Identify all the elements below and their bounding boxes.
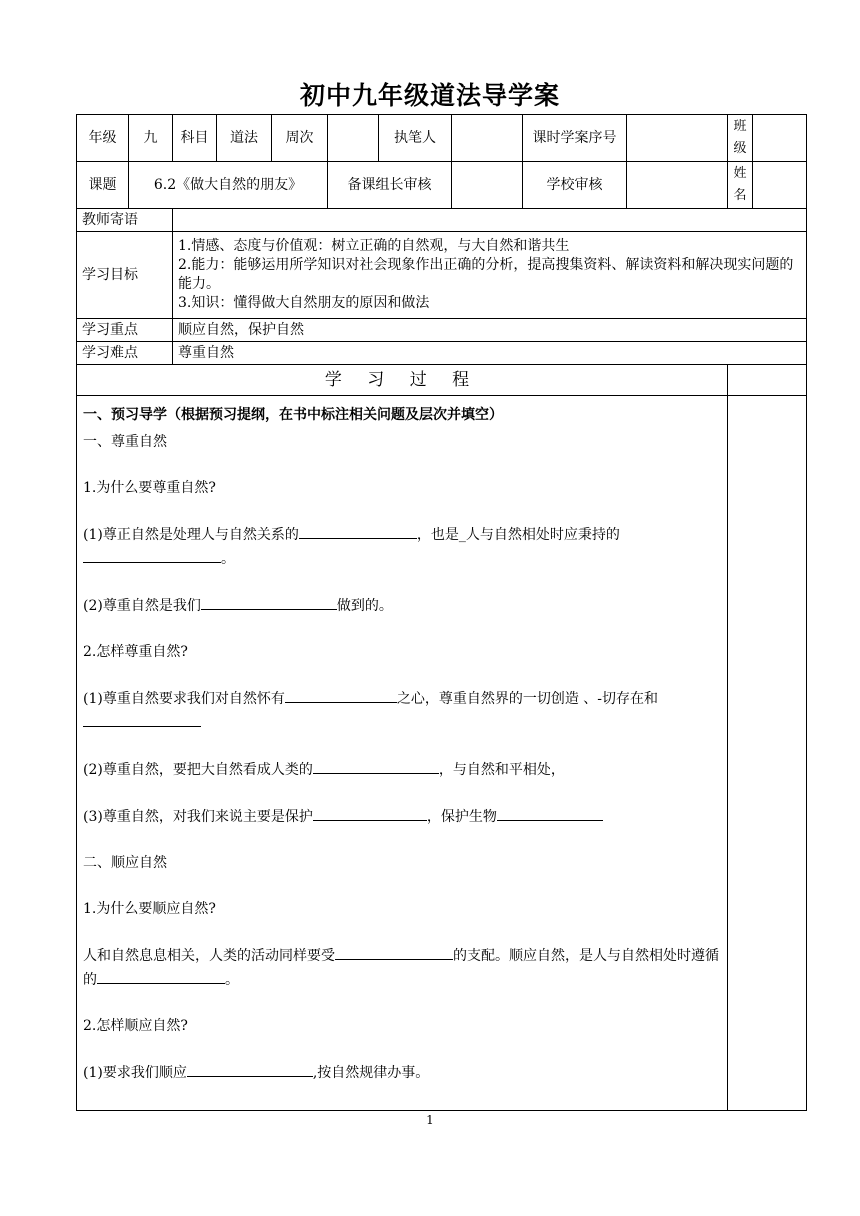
goal-item: 2.能力：能够运用所学知识对社会现象作出正确的分析，提高搜集资料、解读资料和解决现实问题的能力。: [178, 257, 794, 292]
answer-blank[interactable]: [535, 1108, 597, 1110]
key-point-label: 学习重点: [77, 319, 173, 342]
key-point-row: [77, 319, 807, 342]
author-value[interactable]: [452, 115, 523, 162]
fill-item: (1)要求我们顺应 ,按自然规律办事。: [83, 1061, 721, 1085]
teacher-message-row: [77, 209, 807, 232]
topic-label: 课题: [77, 162, 129, 209]
answer-blank[interactable]: [97, 968, 225, 984]
answer-blank[interactable]: [313, 805, 427, 821]
teacher-message-label: 教师寄语: [77, 209, 173, 232]
answer-blank[interactable]: [335, 944, 453, 960]
goal-item: 1.情感、态度与价值观：树立正确的自然观，与大自然和谐共生: [178, 238, 570, 255]
fill-item: (3)尊重自然，对我们来说主要是保护 ，保护生物: [83, 805, 721, 829]
notes-column[interactable]: [728, 396, 807, 1111]
question: 1.为什么要尊重自然?: [83, 480, 216, 496]
author-label: 执笔人: [379, 115, 452, 162]
subject-value: 道法: [217, 115, 272, 162]
sequence-label: 课时学案序号: [523, 115, 627, 162]
goals-list: [173, 232, 807, 319]
answer-blank[interactable]: [299, 523, 417, 539]
school-review-value[interactable]: [627, 162, 728, 209]
part2-title: 二、顺应自然: [83, 855, 167, 871]
process-side-cell: [728, 365, 807, 396]
goals-row: [77, 232, 807, 319]
week-label: 周次: [272, 115, 328, 162]
grade-value: 九: [129, 115, 173, 162]
part1-title: 一、尊重自然: [83, 434, 167, 450]
process-body-row: [77, 396, 807, 1111]
grade-label: 年级: [77, 115, 129, 162]
question: 2.怎样顺应自然?: [83, 1018, 188, 1034]
process-content: [77, 396, 727, 1110]
process-content-cell: [77, 396, 728, 1111]
guide-table: [76, 114, 807, 1111]
question: 1.为什么要顺应自然?: [83, 901, 216, 917]
teacher-message-value[interactable]: [173, 209, 807, 232]
key-point-value: 顺应自然，保护自然: [173, 319, 807, 342]
answer-blank[interactable]: [83, 547, 221, 563]
school-review-label: 学校审核: [523, 162, 627, 209]
fill-item: (2)尊重自然，要把大自然看成人类的 ，与自然和平相处，: [83, 758, 721, 782]
section-title: 一、预习导学（根据预习提纲，在书中标注相关问题及层次并填空）: [83, 407, 503, 423]
page-number: 1: [426, 1113, 434, 1127]
answer-blank[interactable]: [173, 1108, 293, 1110]
process-label: 学 习 过 程: [77, 365, 728, 396]
answer-blank[interactable]: [187, 1061, 313, 1077]
page-title: 初中九年级道法导学案: [299, 81, 560, 110]
difficulty-row: [77, 342, 807, 365]
question: 2.怎样尊重自然?: [83, 644, 188, 660]
sequence-value[interactable]: [627, 115, 728, 162]
answer-blank[interactable]: [83, 711, 201, 727]
class-label: 班级: [728, 115, 753, 162]
fill-item: (2)尊重自然是我们 做到的。: [83, 594, 721, 618]
class-value[interactable]: [753, 115, 807, 162]
fill-item: (1)尊正自然是处理人与自然关系的 ，也是_人与自然相处时应秉持的。: [83, 523, 721, 571]
answer-blank[interactable]: [285, 687, 397, 703]
fill-item: 人和自然息息相关，人类的活动同样要受 的支配。顺应自然，是人与自然相处时遵循的 。: [83, 944, 721, 992]
difficulty-label: 学习难点: [77, 342, 173, 365]
header-row-1: [77, 115, 807, 162]
topic-value: 6.2《做大自然的朋友》: [129, 162, 328, 209]
goal-item: 3.知识：懂得做大自然朋友的原因和做法: [178, 294, 430, 311]
group-review-value[interactable]: [452, 162, 523, 209]
difficulty-value: 尊重自然: [173, 342, 807, 365]
fill-item: [83, 1108, 721, 1110]
answer-blank[interactable]: [313, 758, 439, 774]
week-value[interactable]: [328, 115, 379, 162]
subject-label: 科目: [173, 115, 217, 162]
answer-blank[interactable]: [497, 805, 603, 821]
group-review-label: 备课组长审核: [328, 162, 452, 209]
header-row-2: [77, 162, 807, 209]
goals-label: 学习目标: [77, 232, 173, 319]
name-label: 姓名: [728, 162, 753, 209]
fill-item: (1)尊重自然要求我们对自然怀有 之心，尊重自然界的一切创造 、-切存在和: [83, 687, 721, 735]
process-header-row: [77, 365, 807, 396]
name-value[interactable]: [753, 162, 807, 209]
answer-blank[interactable]: [201, 594, 337, 610]
